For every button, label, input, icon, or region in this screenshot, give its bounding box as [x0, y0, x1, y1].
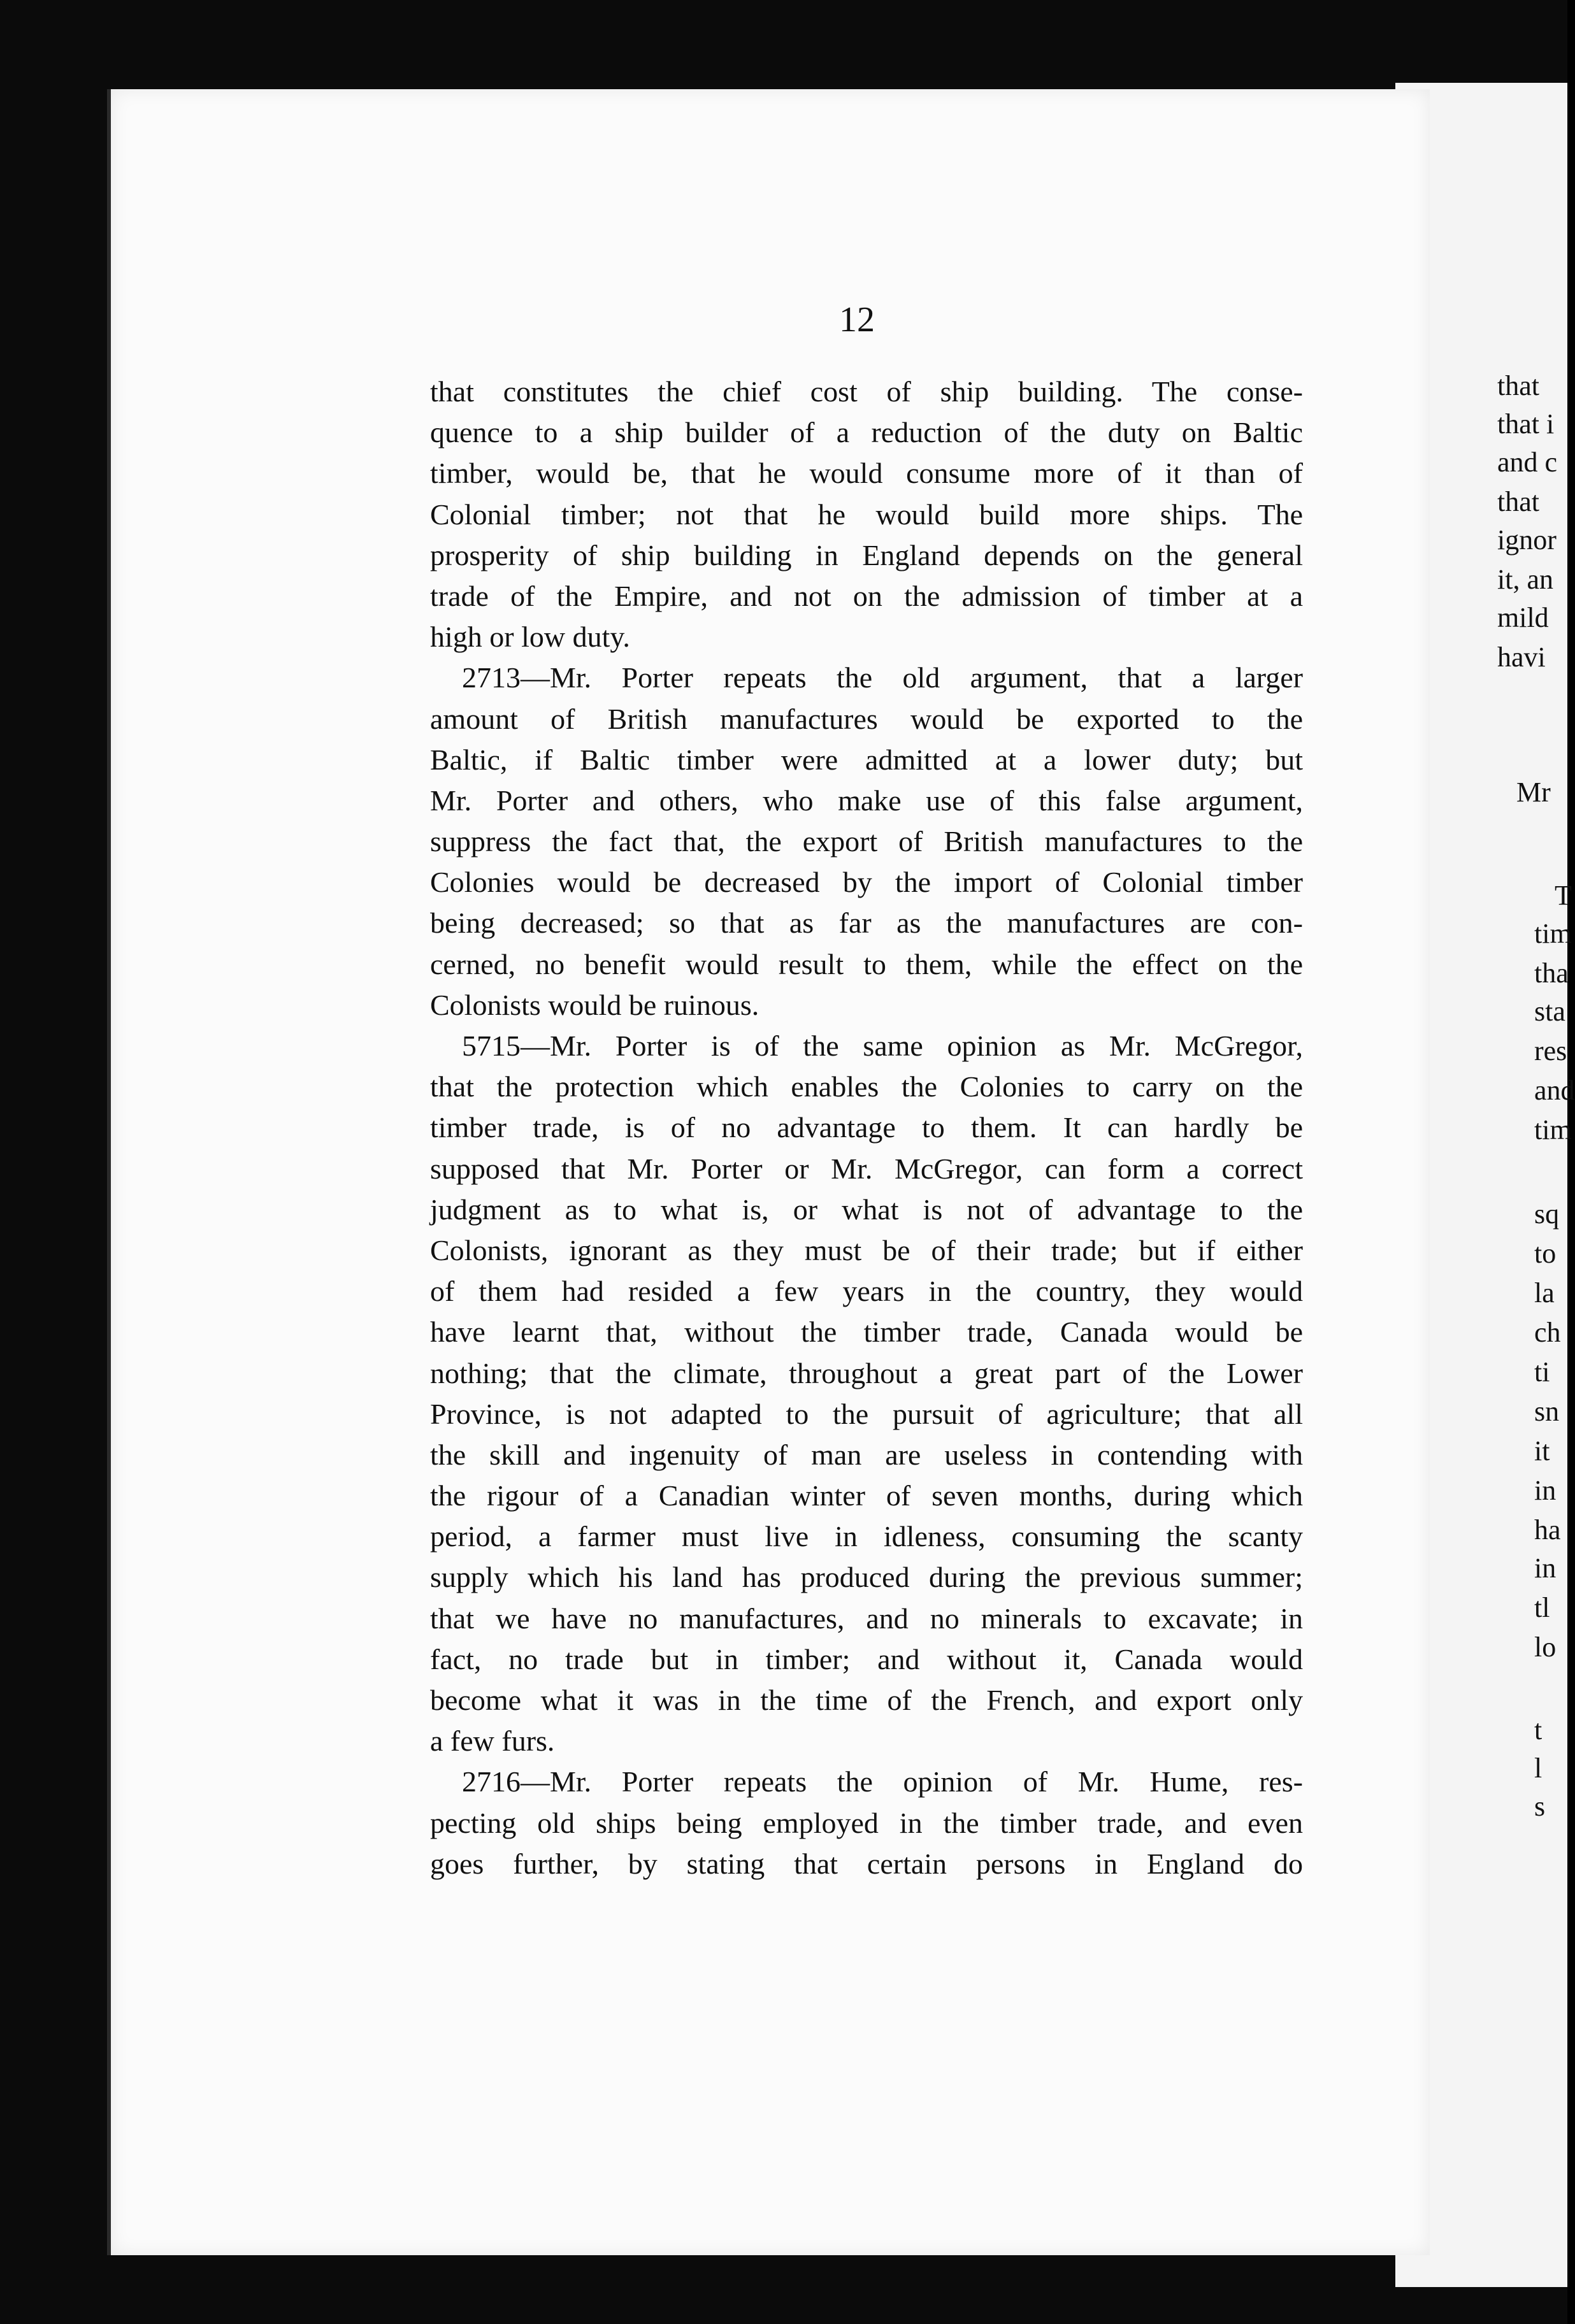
facing-page-fragment: sq — [1534, 1198, 1560, 1230]
facing-page-fragment: res — [1534, 1035, 1567, 1066]
text-line: 2716—Mr. Porter repeats the opinion of Mr. Hume, res- — [462, 1765, 1303, 1798]
text-line: high or low duty. — [430, 620, 630, 654]
text-line: quence to a ship builder of a reduction of the duty on Baltic — [430, 416, 1303, 449]
text-line: timber trade, is of no advantage to them. It can hardly be — [430, 1111, 1303, 1144]
facing-page-fragment: havi — [1497, 642, 1546, 673]
text-line: cerned, no benefit would result to them, while the effect on the — [430, 947, 1303, 980]
facing-page-fragment: sn — [1534, 1396, 1560, 1427]
text-line: being decreased; so that as far as the manufactures are con- — [430, 907, 1303, 940]
text-line: supply which his land has produced during the previous summer; — [430, 1561, 1303, 1594]
facing-page-fragment: tim — [1534, 918, 1572, 949]
text-line: that constitutes the chief cost of ship building. The conse- — [430, 375, 1303, 408]
facing-page-fragment: ignor — [1497, 524, 1557, 556]
text-line: judgment as to what is, or what is not of advantage to the — [430, 1193, 1303, 1226]
text-line: that we have no manufactures, and no minerals to excavate; in — [430, 1602, 1303, 1635]
text-line: amount of British manufactures would be exported to the — [430, 702, 1303, 735]
facing-page-fragment: mild — [1497, 602, 1549, 633]
facing-page-fragment: ch — [1534, 1317, 1561, 1348]
text-line: period, a farmer must live in idleness, consuming the scanty — [430, 1520, 1303, 1553]
text-line: supposed that Mr. Porter or Mr. McGregor, can form a correct — [430, 1152, 1303, 1185]
text-line: 5715—Mr. Porter is of the same opinion as Mr. McGregor, — [462, 1029, 1303, 1062]
text-line: that the protection which enables the Colonies to carry on the — [430, 1070, 1303, 1103]
facing-page-fragment: s — [1534, 1791, 1546, 1822]
facing-page-fragment: la — [1534, 1277, 1555, 1309]
text-line: prosperity of ship building in England depends on the general — [430, 538, 1303, 571]
facing-page-fragment: to — [1534, 1238, 1557, 1269]
page-number: 12 — [839, 300, 875, 340]
facing-page-fragment: and c — [1497, 447, 1558, 478]
facing-page-fragment: in — [1534, 1553, 1557, 1584]
text-line: become what it was in the time of the French, and export only — [430, 1684, 1303, 1716]
facing-page-fragment: sta — [1534, 996, 1565, 1027]
text-line: goes further, by stating that certain persons in England do — [430, 1847, 1303, 1880]
facing-page-fragment: in — [1534, 1475, 1557, 1506]
text-line: Colonists would be ruinous. — [430, 988, 759, 1021]
text-line: Colonies would be decreased by the import of Colonial timber — [430, 866, 1303, 899]
facing-page-fragment: that — [1497, 370, 1539, 401]
text-line: Baltic, if Baltic timber were admitted at a lower duty; but — [430, 743, 1303, 776]
text-line: Colonial timber; not that he would build more ships. The — [430, 498, 1303, 531]
facing-page-fragment: it — [1534, 1435, 1550, 1467]
facing-page-fragment: t — [1534, 1714, 1543, 1746]
facing-page-fragment: it, an — [1497, 564, 1553, 595]
text-line: 2713—Mr. Porter repeats the old argument, that a larger — [462, 661, 1303, 694]
text-line: trade of the Empire, and not on the admission of timber at a — [430, 579, 1303, 612]
text-line: pecting old ships being employed in the timber trade, and even — [430, 1806, 1303, 1839]
text-line: suppress the fact that, the export of British manufactures to the — [430, 825, 1303, 858]
facing-page-fragment: tha — [1534, 958, 1569, 989]
facing-page-fragment: and — [1534, 1075, 1575, 1106]
facing-page-fragment: tim — [1534, 1114, 1572, 1145]
text-line: the rigour of a Canadian winter of seven months, during which — [430, 1479, 1303, 1512]
facing-page-fragment: T — [1555, 880, 1572, 911]
facing-page-fragment: Mr — [1516, 777, 1551, 808]
facing-page-fragment: ha — [1534, 1514, 1561, 1546]
text-line: fact, no trade but in timber; and without it, Canada would — [430, 1642, 1303, 1675]
text-line: nothing; that the climate, throughout a great part of the Lower — [430, 1356, 1303, 1389]
text-line: of them had resided a few years in the country, they would — [430, 1275, 1303, 1308]
text-line: Mr. Porter and others, who make use of this false argument, — [430, 784, 1303, 817]
body-text — [430, 371, 1303, 1884]
text-line: Colonists, ignorant as they must be of their trade; but if either — [430, 1233, 1303, 1266]
text-line: the skill and ingenuity of man are useless in contending with — [430, 1438, 1303, 1471]
facing-page-fragment: that i — [1497, 408, 1555, 440]
text-line: Province, is not adapted to the pursuit of agriculture; that all — [430, 1397, 1303, 1430]
facing-page-fragment: that — [1497, 486, 1539, 517]
text-line: a few furs. — [430, 1725, 555, 1758]
facing-page-fragment: ti — [1534, 1356, 1550, 1388]
text-line: have learnt that, without the timber trade, Canada would be — [430, 1316, 1303, 1349]
text-line: timber, would be, that he would consume more of it than of — [430, 457, 1303, 490]
facing-page-fragment: lo — [1534, 1632, 1557, 1663]
facing-page-fragment: l — [1534, 1753, 1543, 1784]
facing-page-fragment: tl — [1534, 1592, 1550, 1623]
